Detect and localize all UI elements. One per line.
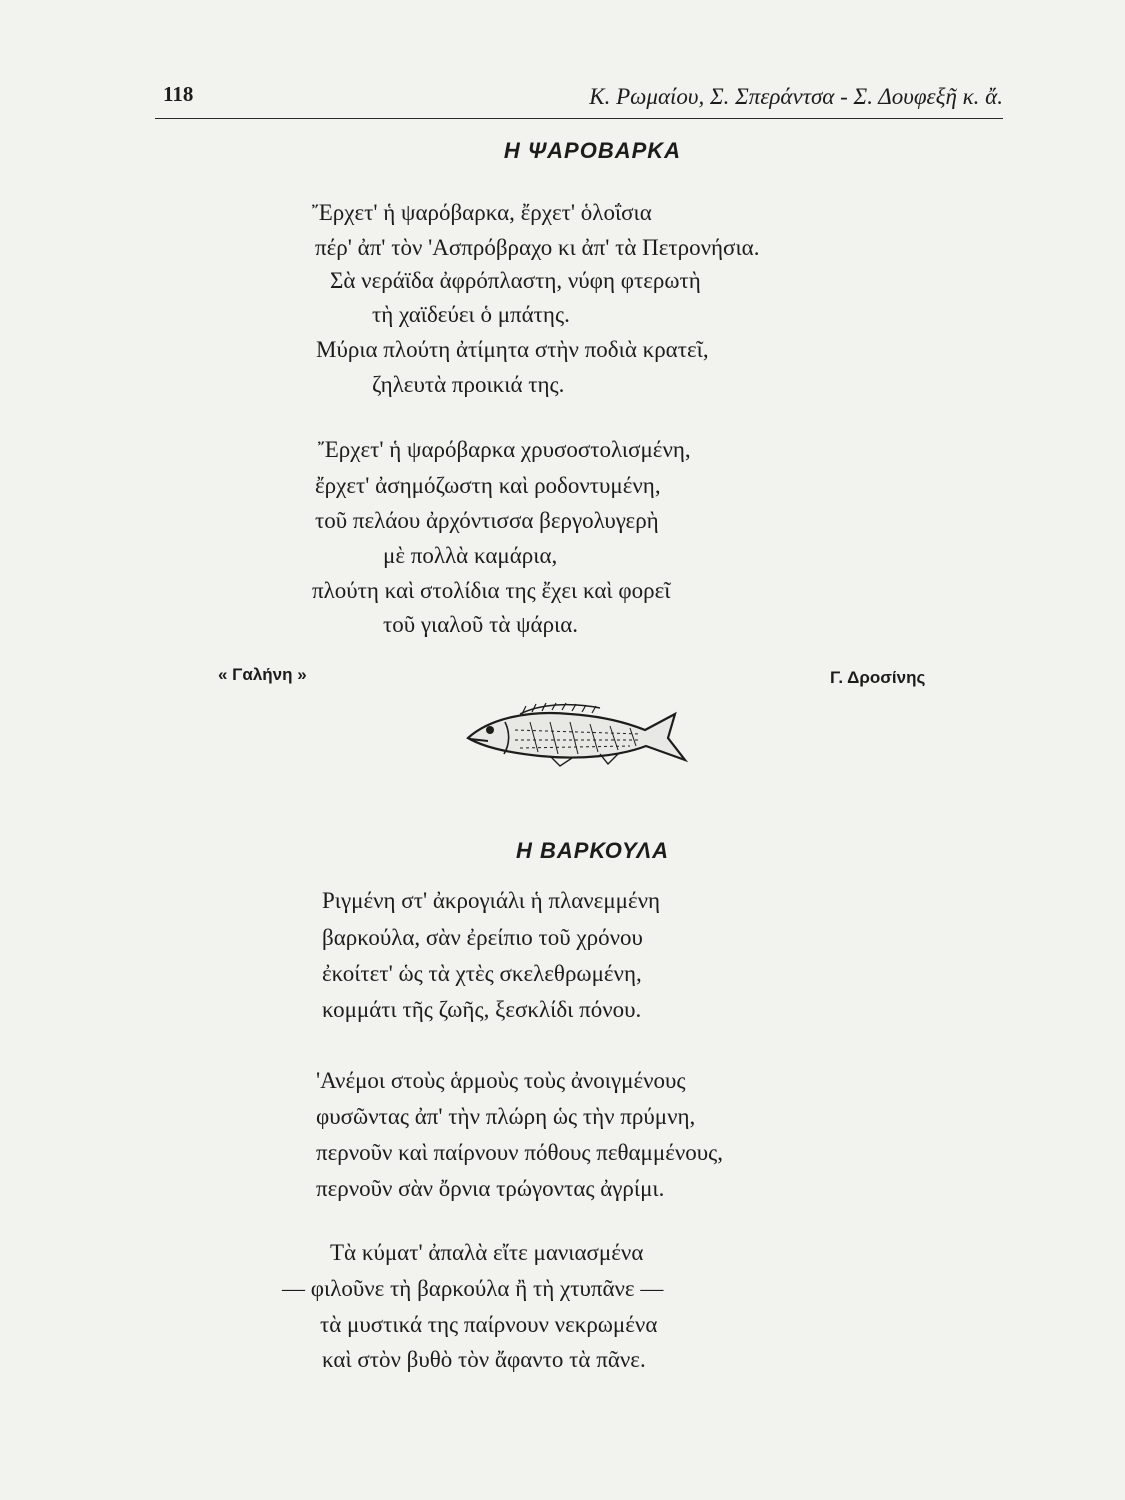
poem-line: ἐκοίτετ' ὡς τὰ χτὲς σκελεθρωμένη, bbox=[322, 961, 642, 986]
poem-line: περνοῦν σὰν ὄρνια τρώγοντας ἀγρίμι. bbox=[316, 1176, 665, 1201]
poem-line: Μύρια πλούτη ἀτίμητα στὴν ποδιὰ κρατεῖ, bbox=[316, 337, 709, 362]
poem-line: ἔρχετ' ἀσημόζωστη καὶ ροδοντυμένη, bbox=[315, 473, 661, 498]
poem-line: φυσῶντας ἀπ' τὴν πλώρη ὡς τὴν πρύμνη, bbox=[316, 1104, 696, 1129]
poem-line: — φιλοῦνε τὴ βαρκούλα ἢ τὴ χτυπᾶνε — bbox=[282, 1276, 664, 1301]
poem-line: πέρ' ἀπ' τὸν 'Ασπρόβραχο κι ἀπ' τὰ Πετρονήσια. bbox=[315, 235, 760, 260]
poem-line: 'Ανέμοι στοὺς ἁρμοὺς τοὺς ἀνοιγμένους bbox=[316, 1068, 686, 1093]
page-number: 118 bbox=[163, 82, 194, 106]
fish-illustration bbox=[460, 700, 690, 774]
poem-line: ζηλευτὰ προικιά της. bbox=[372, 372, 565, 397]
poem-line: μὲ πολλὰ καμάρια, bbox=[383, 543, 558, 568]
poem-source: « Γαλήνη » bbox=[218, 665, 307, 684]
poem-line: Ἔρχετ' ἡ ψαρόβαρκα χρυσοστολισμένη, bbox=[318, 437, 691, 462]
poem-title-varkoula: Η ΒΑΡΚΟΥΛΑ bbox=[515, 838, 669, 863]
poem-author: Γ. Δροσίνης bbox=[830, 668, 926, 687]
poem-line: Σὰ νεράϊδα ἀφρόπλαστη, νύφη φτερωτὴ bbox=[330, 268, 701, 293]
poem-line: περνοῦν καὶ παίρνουν πόθους πεθαμμένους, bbox=[316, 1140, 724, 1165]
poem-line: καὶ στὸν βυθὸ τὸν ἄφαντο τὰ πᾶνε. bbox=[322, 1347, 646, 1372]
fish-icon bbox=[460, 700, 690, 770]
poem-line: Τὰ κύματ' ἀπαλὰ εἴτε μανιασμένα bbox=[330, 1240, 644, 1265]
poem-line: τοῦ πελάου ἀρχόντισσα βεργολυγερὴ bbox=[315, 508, 659, 533]
poem-line: Ριγμένη στ' ἀκρογιάλι ἡ πλανεμμένη bbox=[322, 888, 661, 913]
running-header bbox=[155, 82, 1003, 119]
poem-line: κομμάτι τῆς ζωῆς, ξεσκλίδι πόνου. bbox=[322, 997, 642, 1022]
running-head-authors: Κ. Ρωμαίου, Σ. Σπεράντσα - Σ. Δουφεξῆ κ. ἄ. bbox=[589, 84, 1003, 109]
poem-line: Ἔρχετ' ἡ ψαρόβαρκα, ἔρχετ' ὁλοΐσια bbox=[312, 200, 652, 225]
poem-line: τοῦ γιαλοῦ τὰ ψάρια. bbox=[383, 612, 579, 637]
poem-title-psarovarka: Η ΨΑΡΟΒΑΡΚΑ bbox=[503, 138, 682, 163]
poem-line: τὴ χαϊδεύει ὁ μπάτης. bbox=[372, 302, 570, 327]
poem-line: πλούτη καὶ στολίδια της ἔχει καὶ φορεῖ bbox=[312, 578, 671, 603]
poem-line: τὰ μυστικά της παίρνουν νεκρωμένα bbox=[320, 1312, 658, 1337]
poem-line: βαρκούλα, σὰν ἐρείπιο τοῦ χρόνου bbox=[322, 925, 643, 950]
